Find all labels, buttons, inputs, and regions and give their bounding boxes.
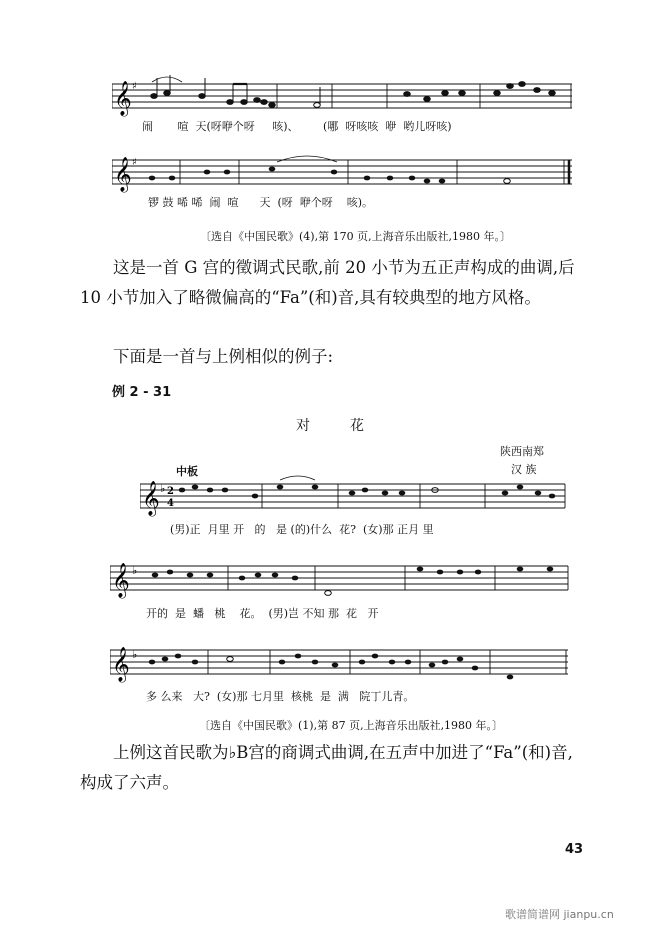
song-staff-3-lyrics: 多 么来 大? (女)那 七月里 核桃 是 满 院丁儿青。 <box>146 690 415 703</box>
song-region: 陕西南郑 <box>500 445 544 458</box>
source-citation-2: 〔选自《中国民歌》(1),第 87 页,上海音乐出版社,1980 年。〕 <box>199 719 504 732</box>
song-ethnicity: 汉 族 <box>511 463 537 476</box>
svg-text:♭: ♭ <box>132 648 138 661</box>
svg-text:2: 2 <box>167 486 174 497</box>
song-staff-1 <box>140 474 570 524</box>
song-title: 对花 <box>296 418 404 434</box>
svg-text:𝄞: 𝄞 <box>112 647 130 682</box>
svg-text:4: 4 <box>167 498 174 509</box>
svg-text:♯: ♯ <box>132 157 137 168</box>
svg-text:𝄞: 𝄞 <box>142 481 160 516</box>
staff-2-lyrics: 锣 鼓 唏 唏 闹 喧 天 (呀 咿个呀 咳)。 <box>148 196 374 209</box>
tempo-marking: 中板 <box>176 465 198 478</box>
song-staff-2 <box>110 556 570 606</box>
paragraph-3: 上例这首民歌为♭B宫的商调式曲调,在五声中加进了“Fa”(和)音,构成了六声。 <box>80 743 573 792</box>
svg-text:♭: ♭ <box>132 564 138 577</box>
svg-text:𝄞: 𝄞 <box>114 157 132 192</box>
svg-text:𝄞: 𝄞 <box>114 81 132 116</box>
svg-text:𝄞: 𝄞 <box>112 563 130 598</box>
song-staff-2-lyrics: 开的 是 蟠 桃 花。 (男)岂 不知 那 花 开 <box>146 607 379 620</box>
staff-2 <box>112 150 574 200</box>
song-staff-1-lyrics: (男)正 月里 开 的 是 (的)什么 花? (女)那 正月 里 <box>170 523 434 536</box>
svg-text:♭: ♭ <box>160 482 166 495</box>
page-number: 43 <box>565 842 584 857</box>
svg-text:♯: ♯ <box>132 81 137 92</box>
watermark: 歌谱简谱网 jianpu.cn <box>505 908 614 921</box>
example-label: 例 2 - 31 <box>112 385 172 400</box>
paragraph-2: 下面是一首与上例相似的例子: <box>113 347 334 366</box>
source-citation-1: 〔选自《中国民歌》(4),第 170 页,上海音乐出版社,1980 年。〕 <box>200 230 512 243</box>
paragraph-1: 这是一首 G 宫的徵调式民歌,前 20 小节为五正声构成的曲调,后 10 小节加入了略微偏高的“Fa”(和)音,具有较典型的地方风格。 <box>80 258 575 307</box>
staff-1-lyrics: 闹 喧 天(呀咿个呀 咳)、 (哪 呀咳咳 咿 哟儿呀咳) <box>142 120 452 133</box>
song-staff-3 <box>110 640 570 690</box>
staff-1 <box>112 72 574 122</box>
